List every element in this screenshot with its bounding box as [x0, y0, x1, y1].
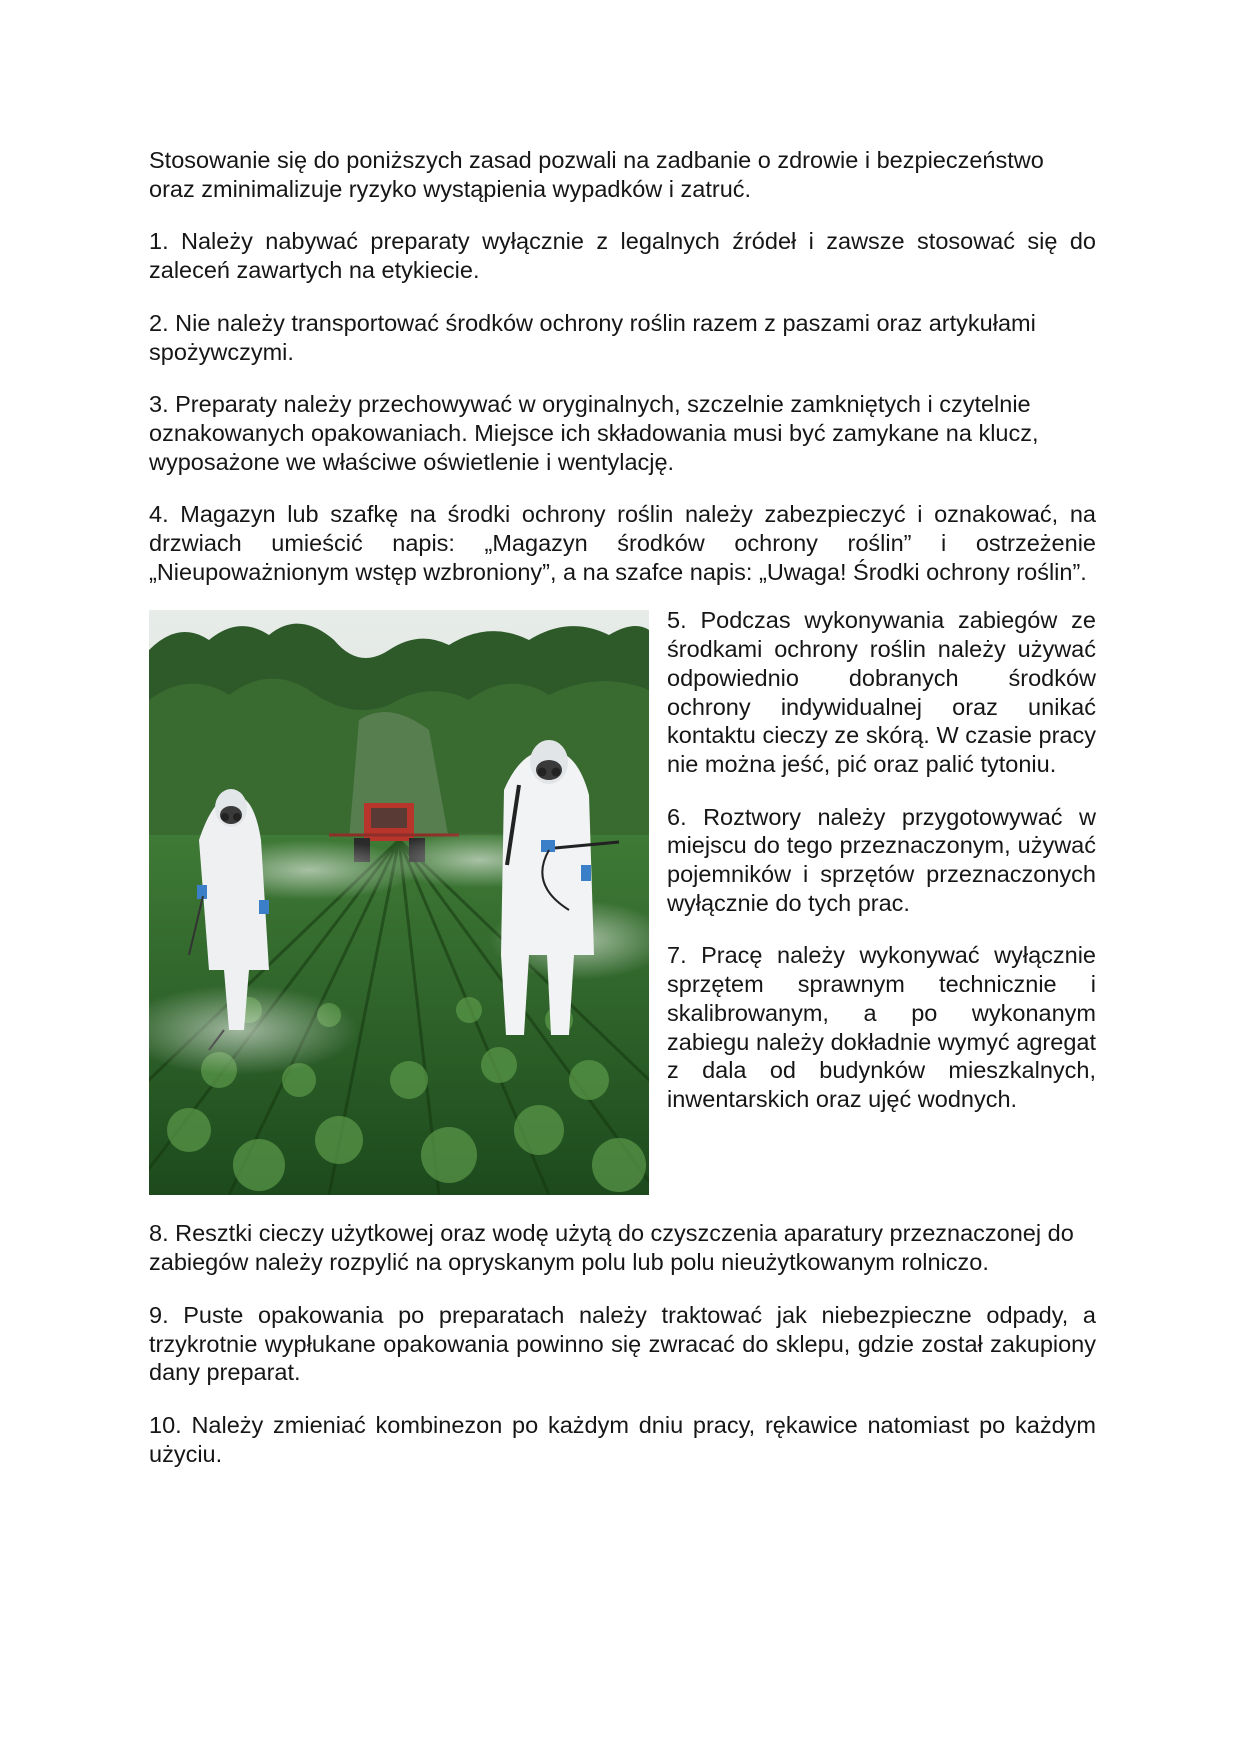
crop-spraying-illustration	[149, 610, 649, 1195]
intro-paragraph: Stosowanie się do poniższych zasad pozwali na zadbanie o zdrowie i bezpieczeństwo oraz zminimalizuje ryzyko wystąpienia wypadków i zatruć.	[149, 147, 1044, 202]
side-column	[667, 606, 1096, 1137]
figure-with-text	[149, 607, 1096, 1207]
rule-10: 10. Należy zmieniać kombinezon po każdym dniu pracy, rękawice natomiast po każdym użyciu.	[149, 1411, 1096, 1467]
rule-4: 4. Magazyn lub szafkę na środki ochrony roślin należy zabezpieczyć i oznakować, na drzwiach umieścić napis: „Magazyn środków ochrony roślin” i ostrzeżenie „Nieupoważnionym wstęp wzbroniony”, a na szafce napis: „Uwaga! Środki ochrony roślin”.	[149, 501, 1096, 585]
rule-6: 6. Roztwory należy przygotowywać w miejscu do tego przeznaczonym, używać pojemników i sprzętów przeznaczonych wyłącznie do tych prac.	[667, 803, 1096, 916]
rule-1: 1. Należy nabywać preparaty wyłącznie z legalnych źródeł i zawsze stosować się do zaleceń zawartych na etykiecie.	[149, 228, 1096, 284]
rule-7: 7. Pracę należy wykonywać wyłącznie sprzętem sprawnym technicznie i skalibrowanym, a po wykonanym zabiegu należy dokładnie wymyć agregat z dala od budynków mieszkalnych, inwentarskich oraz ujęć wodnych.	[667, 942, 1096, 1112]
rule-2: 2. Nie należy transportować środków ochrony roślin razem z paszami oraz artykułami spożywczymi.	[149, 309, 1036, 365]
rule-5: 5. Podczas wykonywania zabiegów ze środkami ochrony roślin należy używać odpowiednio dobranych środków ochrony indywidualnej oraz unikać kontaktu cieczy ze skórą. W czasie pracy nie można jeść, pić oraz palić tytoniu.	[667, 607, 1096, 777]
rule-8: 8. Resztki cieczy użytkowej oraz wodę użytą do czyszczenia aparatury przeznaczonej do zabiegów należy rozpylić na opryskanym polu lub polu nieużytkowanym rolniczo.	[149, 1220, 1074, 1276]
rule-9: 9. Puste opakowania po preparatach należy traktować jak niebezpieczne odpady, a trzykrotnie wypłukane opakowania powinno się zwracać do sklepu, gdzie został zakupiony dany preparat.	[149, 1301, 1096, 1386]
document-page	[149, 146, 1096, 1492]
rule-3: 3. Preparaty należy przechowywać w oryginalnych, szczelnie zamkniętych i czytelnie oznakowanych opakowaniach. Miejsce ich składowania musi być zamykane na klucz, wyposażone we właściwe oświetlenie i wentylację.	[149, 391, 1039, 475]
crop-spraying-photo	[149, 610, 649, 1195]
